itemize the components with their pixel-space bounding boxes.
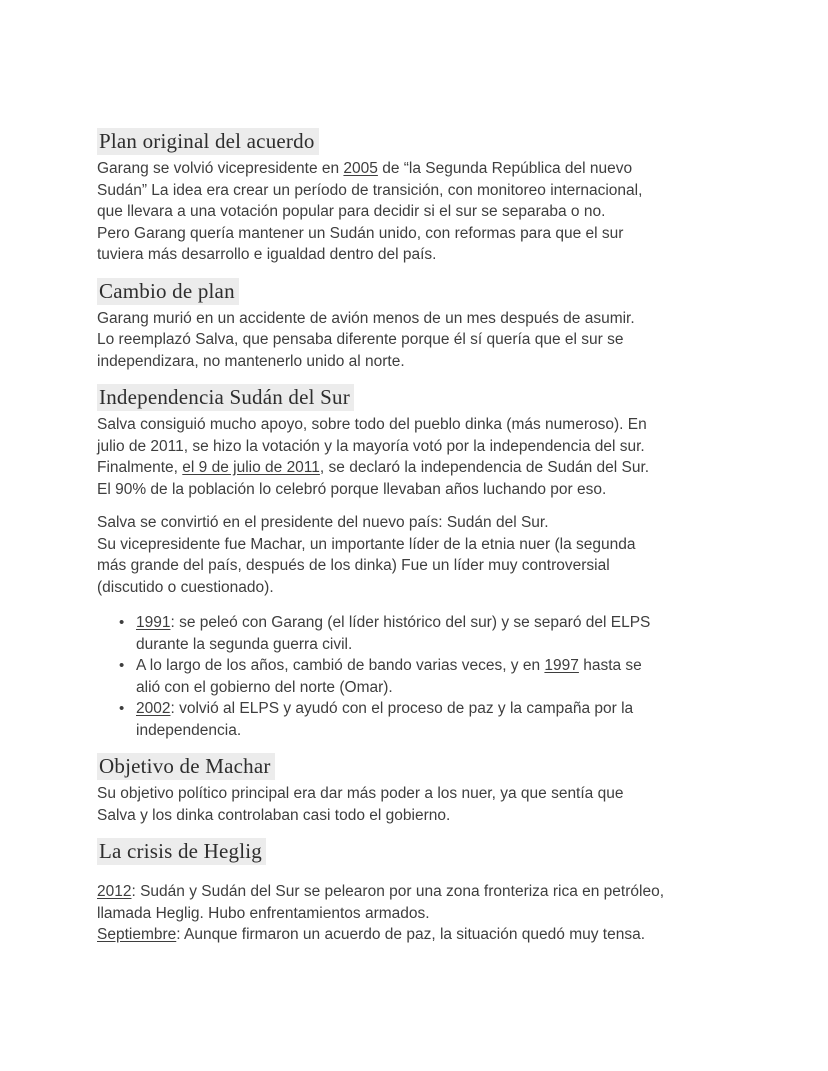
text-line: A lo largo de los años, cambió de bando varias veces, y en 1997 hasta se <box>136 657 642 674</box>
section-heading <box>97 384 750 410</box>
text-line: Pero Garang quería mantener un Sudán unido, con reformas para que el sur <box>97 224 624 242</box>
text-line: Salva y los dinka controlaban casi todo el gobierno. <box>97 806 451 824</box>
bullet-icon: • <box>119 614 125 631</box>
text-line: Finalmente, el 9 de julio de 2011, se declaró la independencia de Sudán del Sur. <box>97 459 650 476</box>
underlined-text: el 9 de julio de 2011 <box>182 459 320 476</box>
section-heading <box>97 128 750 154</box>
text-line: (discutido o cuestionado). <box>97 578 274 596</box>
text-line: julio de 2011, se hizo la votación y la mayoría votó por la independencia del sur. <box>97 437 645 455</box>
text-line: 2012: Sudán y Sudán del Sur se pelearon por una zona fronteriza rica en petróleo, <box>97 883 664 900</box>
bullet-text <box>136 612 750 655</box>
text-line: alió con el gobierno del norte (Omar). <box>136 678 393 696</box>
heading-highlight: Objetivo de Machar <box>97 753 275 780</box>
section-heading <box>97 838 750 864</box>
text-line: Su objetivo político principal era dar más poder a los nuer, ya que sentía que <box>97 785 624 802</box>
text-line: llamada Heglig. Hubo enfrentamientos armados. <box>97 904 430 922</box>
paragraph <box>97 783 750 826</box>
heading-highlight: Plan original del acuerdo <box>97 128 319 155</box>
text-line: más grande del país, después de los dinka) Fue un líder muy controversial <box>97 557 610 574</box>
text-line: independencia. <box>136 721 242 739</box>
section-independencia <box>97 384 750 741</box>
text-line: que llevara a una votación popular para decidir si el sur se separaba o no. <box>97 203 606 220</box>
text-line: Sudán” La idea era crear un período de transición, con monitoreo internacional, <box>97 181 643 199</box>
text-line: tuviera más desarrollo e igualdad dentro del país. <box>97 246 437 263</box>
paragraph <box>97 308 750 373</box>
underlined-text: 1997 <box>544 657 579 674</box>
paragraph <box>97 512 750 598</box>
bullet-icon: • <box>119 657 125 674</box>
text-line: Salva se convirtió en el presidente del nuevo país: Sudán del Sur. <box>97 514 549 531</box>
section-crisis-heglig <box>97 838 750 946</box>
underlined-text: 2012 <box>97 883 132 900</box>
bullet-text <box>136 698 750 741</box>
section-cambio-de-plan <box>97 278 750 373</box>
bullet-icon: • <box>119 700 125 717</box>
paragraph <box>97 881 750 946</box>
text-line: El 90% de la población lo celebró porque llevaban años luchando por eso. <box>97 480 607 498</box>
section-heading <box>97 753 750 779</box>
bullet-list <box>97 612 750 741</box>
text-line: Garang murió en un accidente de avión menos de un mes después de asumir. <box>97 309 635 327</box>
underlined-text: Septiembre <box>97 926 177 943</box>
bullet-item <box>97 612 750 655</box>
underlined-text: 2005 <box>343 160 378 177</box>
text-line: Su vicepresidente fue Machar, un importante líder de la etnia nuer (la segunda <box>97 535 636 553</box>
heading-highlight: Cambio de plan <box>97 278 239 305</box>
text-line: Septiembre: Aunque firmaron un acuerdo de paz, la situación quedó muy tensa. <box>97 926 646 943</box>
text-line: durante la segunda guerra civil. <box>136 635 353 653</box>
paragraph <box>97 414 750 500</box>
heading-highlight: Independencia Sudán del Sur <box>97 384 354 411</box>
bullet-item <box>97 655 750 698</box>
text-line: 2002: volvió al ELPS y ayudó con el proceso de paz y la campaña por la <box>136 700 634 717</box>
bullet-item <box>97 698 750 741</box>
section-heading <box>97 278 750 304</box>
underlined-text: 2002 <box>136 700 171 717</box>
section-plan-original <box>97 128 750 266</box>
underlined-text: 1991 <box>136 614 171 631</box>
bullet-text <box>136 655 750 698</box>
text-line: 1991: se peleó con Garang (el líder histórico del sur) y se separó del ELPS <box>136 614 651 631</box>
heading-highlight: La crisis de Heglig <box>97 838 266 865</box>
text-line: Salva consiguió mucho apoyo, sobre todo del pueblo dinka (más numeroso). En <box>97 416 647 433</box>
text-line: independizara, no mantenerlo unido al norte. <box>97 352 405 370</box>
section-objetivo-machar <box>97 753 750 826</box>
text-line: Garang se volvió vicepresidente en 2005 de “la Segunda República del nuevo <box>97 160 633 177</box>
text-line: Lo reemplazó Salva, que pensaba diferente porque él sí quería que el sur se <box>97 331 624 348</box>
paragraph <box>97 158 750 266</box>
